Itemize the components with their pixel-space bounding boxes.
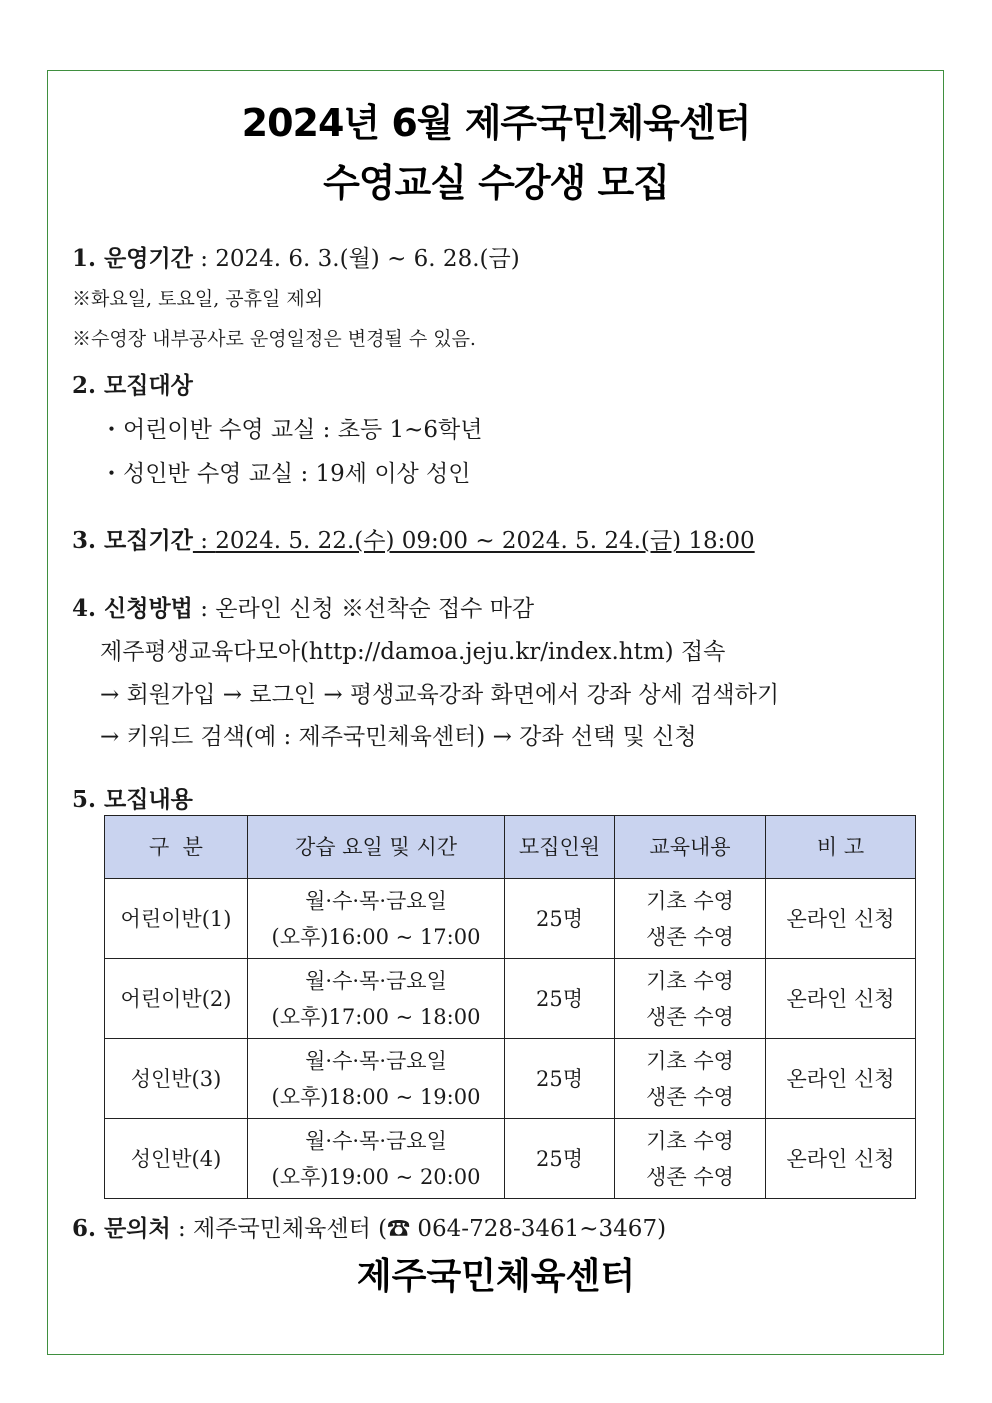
cell-count: 25명 bbox=[505, 1119, 615, 1199]
cell-content-2: 생존 수영 bbox=[646, 924, 734, 949]
section-4-line-3: → 키워드 검색(예 : 제주국민체육센터) → 강좌 선택 및 신청 bbox=[100, 724, 697, 750]
cell-class: 성인반(3) bbox=[105, 1039, 248, 1119]
cell-content-1: 기초 수영 bbox=[646, 1048, 734, 1073]
section-1-label: 1. 운영기간 bbox=[72, 245, 193, 272]
cell-content bbox=[615, 879, 766, 959]
section-4-label: 4. 신청방법 bbox=[72, 595, 193, 622]
section-4-value: : 온라인 신청 ※선착순 접수 마감 bbox=[192, 596, 535, 622]
cell-content-1: 기초 수영 bbox=[646, 888, 734, 913]
section-6-label: 6. 문의처 bbox=[72, 1215, 171, 1242]
section-4-method bbox=[72, 590, 534, 623]
cell-note: 온라인 신청 bbox=[766, 1119, 916, 1199]
cell-content-2: 생존 수영 bbox=[646, 1084, 734, 1109]
section-1-note-1: ※화요일, 토요일, 공휴일 제외 bbox=[72, 288, 324, 310]
cell-days: 월·수·목·금요일 bbox=[305, 888, 447, 913]
header-note: 비 고 bbox=[766, 816, 916, 879]
cell-class: 어린이반(1) bbox=[105, 879, 248, 959]
section-2-item-adults: ・성인반 수영 교실 : 19세 이상 성인 bbox=[100, 461, 471, 487]
table-row bbox=[105, 879, 916, 959]
header-count: 모집인원 bbox=[505, 816, 615, 879]
section-2-label: 2. 모집대상 bbox=[72, 372, 193, 399]
section-4-line-2: → 회원가입 → 로그인 → 평생교육강좌 화면에서 강좌 상세 검색하기 bbox=[100, 682, 780, 708]
cell-count: 25명 bbox=[505, 1039, 615, 1119]
cell-class: 성인반(4) bbox=[105, 1119, 248, 1199]
section-6-value: : 제주국민체육센터 (☎ 064-728-3461~3467) bbox=[170, 1216, 667, 1242]
cell-schedule bbox=[248, 879, 505, 959]
cell-time: (오후)17:00 ~ 18:00 bbox=[271, 1004, 481, 1029]
cell-time: (오후)16:00 ~ 17:00 bbox=[271, 924, 481, 949]
cell-note: 온라인 신청 bbox=[766, 1039, 916, 1119]
table-row bbox=[105, 1119, 916, 1199]
section-5-heading bbox=[72, 781, 193, 814]
section-1-note-2: ※수영장 내부공사로 운영일정은 변경될 수 있음. bbox=[72, 328, 476, 350]
footer-organization: 제주국민체육센터 bbox=[356, 1256, 636, 1297]
cell-time: (오후)18:00 ~ 19:00 bbox=[271, 1084, 481, 1109]
cell-schedule bbox=[248, 959, 505, 1039]
cell-content bbox=[615, 959, 766, 1039]
table-header-row bbox=[105, 816, 916, 879]
section-2-target bbox=[72, 367, 193, 400]
title-line-2: 수영교실 수강생 모집 bbox=[323, 161, 669, 205]
cell-time: (오후)19:00 ~ 20:00 bbox=[271, 1164, 481, 1189]
section-1-period bbox=[72, 240, 520, 273]
table-row bbox=[105, 959, 916, 1039]
section-3-value: 2024. 5. 22.(수) 09:00 ~ 2024. 5. 24.(금) 18:00 bbox=[215, 528, 755, 554]
cell-note: 온라인 신청 bbox=[766, 959, 916, 1039]
cell-content bbox=[615, 1119, 766, 1199]
section-3-sep: : bbox=[192, 528, 216, 554]
cell-schedule bbox=[248, 1119, 505, 1199]
cell-days: 월·수·목·금요일 bbox=[305, 1048, 447, 1073]
section-3-label: 3. 모집기간 bbox=[72, 527, 193, 554]
section-6-contact bbox=[72, 1210, 666, 1243]
section-4-line-1: 제주평생교육다모아(http://damoa.jeju.kr/index.htm) 접속 bbox=[100, 639, 726, 665]
cell-class: 어린이반(2) bbox=[105, 959, 248, 1039]
section-1-value: : 2024. 6. 3.(월) ~ 6. 28.(금) bbox=[192, 246, 520, 272]
header-content: 교육내용 bbox=[615, 816, 766, 879]
cell-note: 온라인 신청 bbox=[766, 879, 916, 959]
cell-days: 월·수·목·금요일 bbox=[305, 968, 447, 993]
cell-content bbox=[615, 1039, 766, 1119]
header-schedule: 강습 요일 및 시간 bbox=[248, 816, 505, 879]
table-row bbox=[105, 1039, 916, 1119]
section-5-label: 5. 모집내용 bbox=[72, 786, 193, 813]
cell-count: 25명 bbox=[505, 959, 615, 1039]
section-2-item-kids: ・어린이반 수영 교실 : 초등 1~6학년 bbox=[100, 417, 483, 443]
cell-days: 월·수·목·금요일 bbox=[305, 1128, 447, 1153]
header-class: 구 분 bbox=[105, 816, 248, 879]
cell-schedule bbox=[248, 1039, 505, 1119]
cell-content-2: 생존 수영 bbox=[646, 1004, 734, 1029]
section-3-period bbox=[72, 522, 755, 555]
cell-count: 25명 bbox=[505, 879, 615, 959]
recruitment-table bbox=[104, 815, 916, 1199]
cell-content-2: 생존 수영 bbox=[646, 1164, 734, 1189]
cell-content-1: 기초 수영 bbox=[646, 968, 734, 993]
cell-content-1: 기초 수영 bbox=[646, 1128, 734, 1153]
title-line-1: 2024년 6월 제주국민체육센터 bbox=[241, 101, 751, 145]
